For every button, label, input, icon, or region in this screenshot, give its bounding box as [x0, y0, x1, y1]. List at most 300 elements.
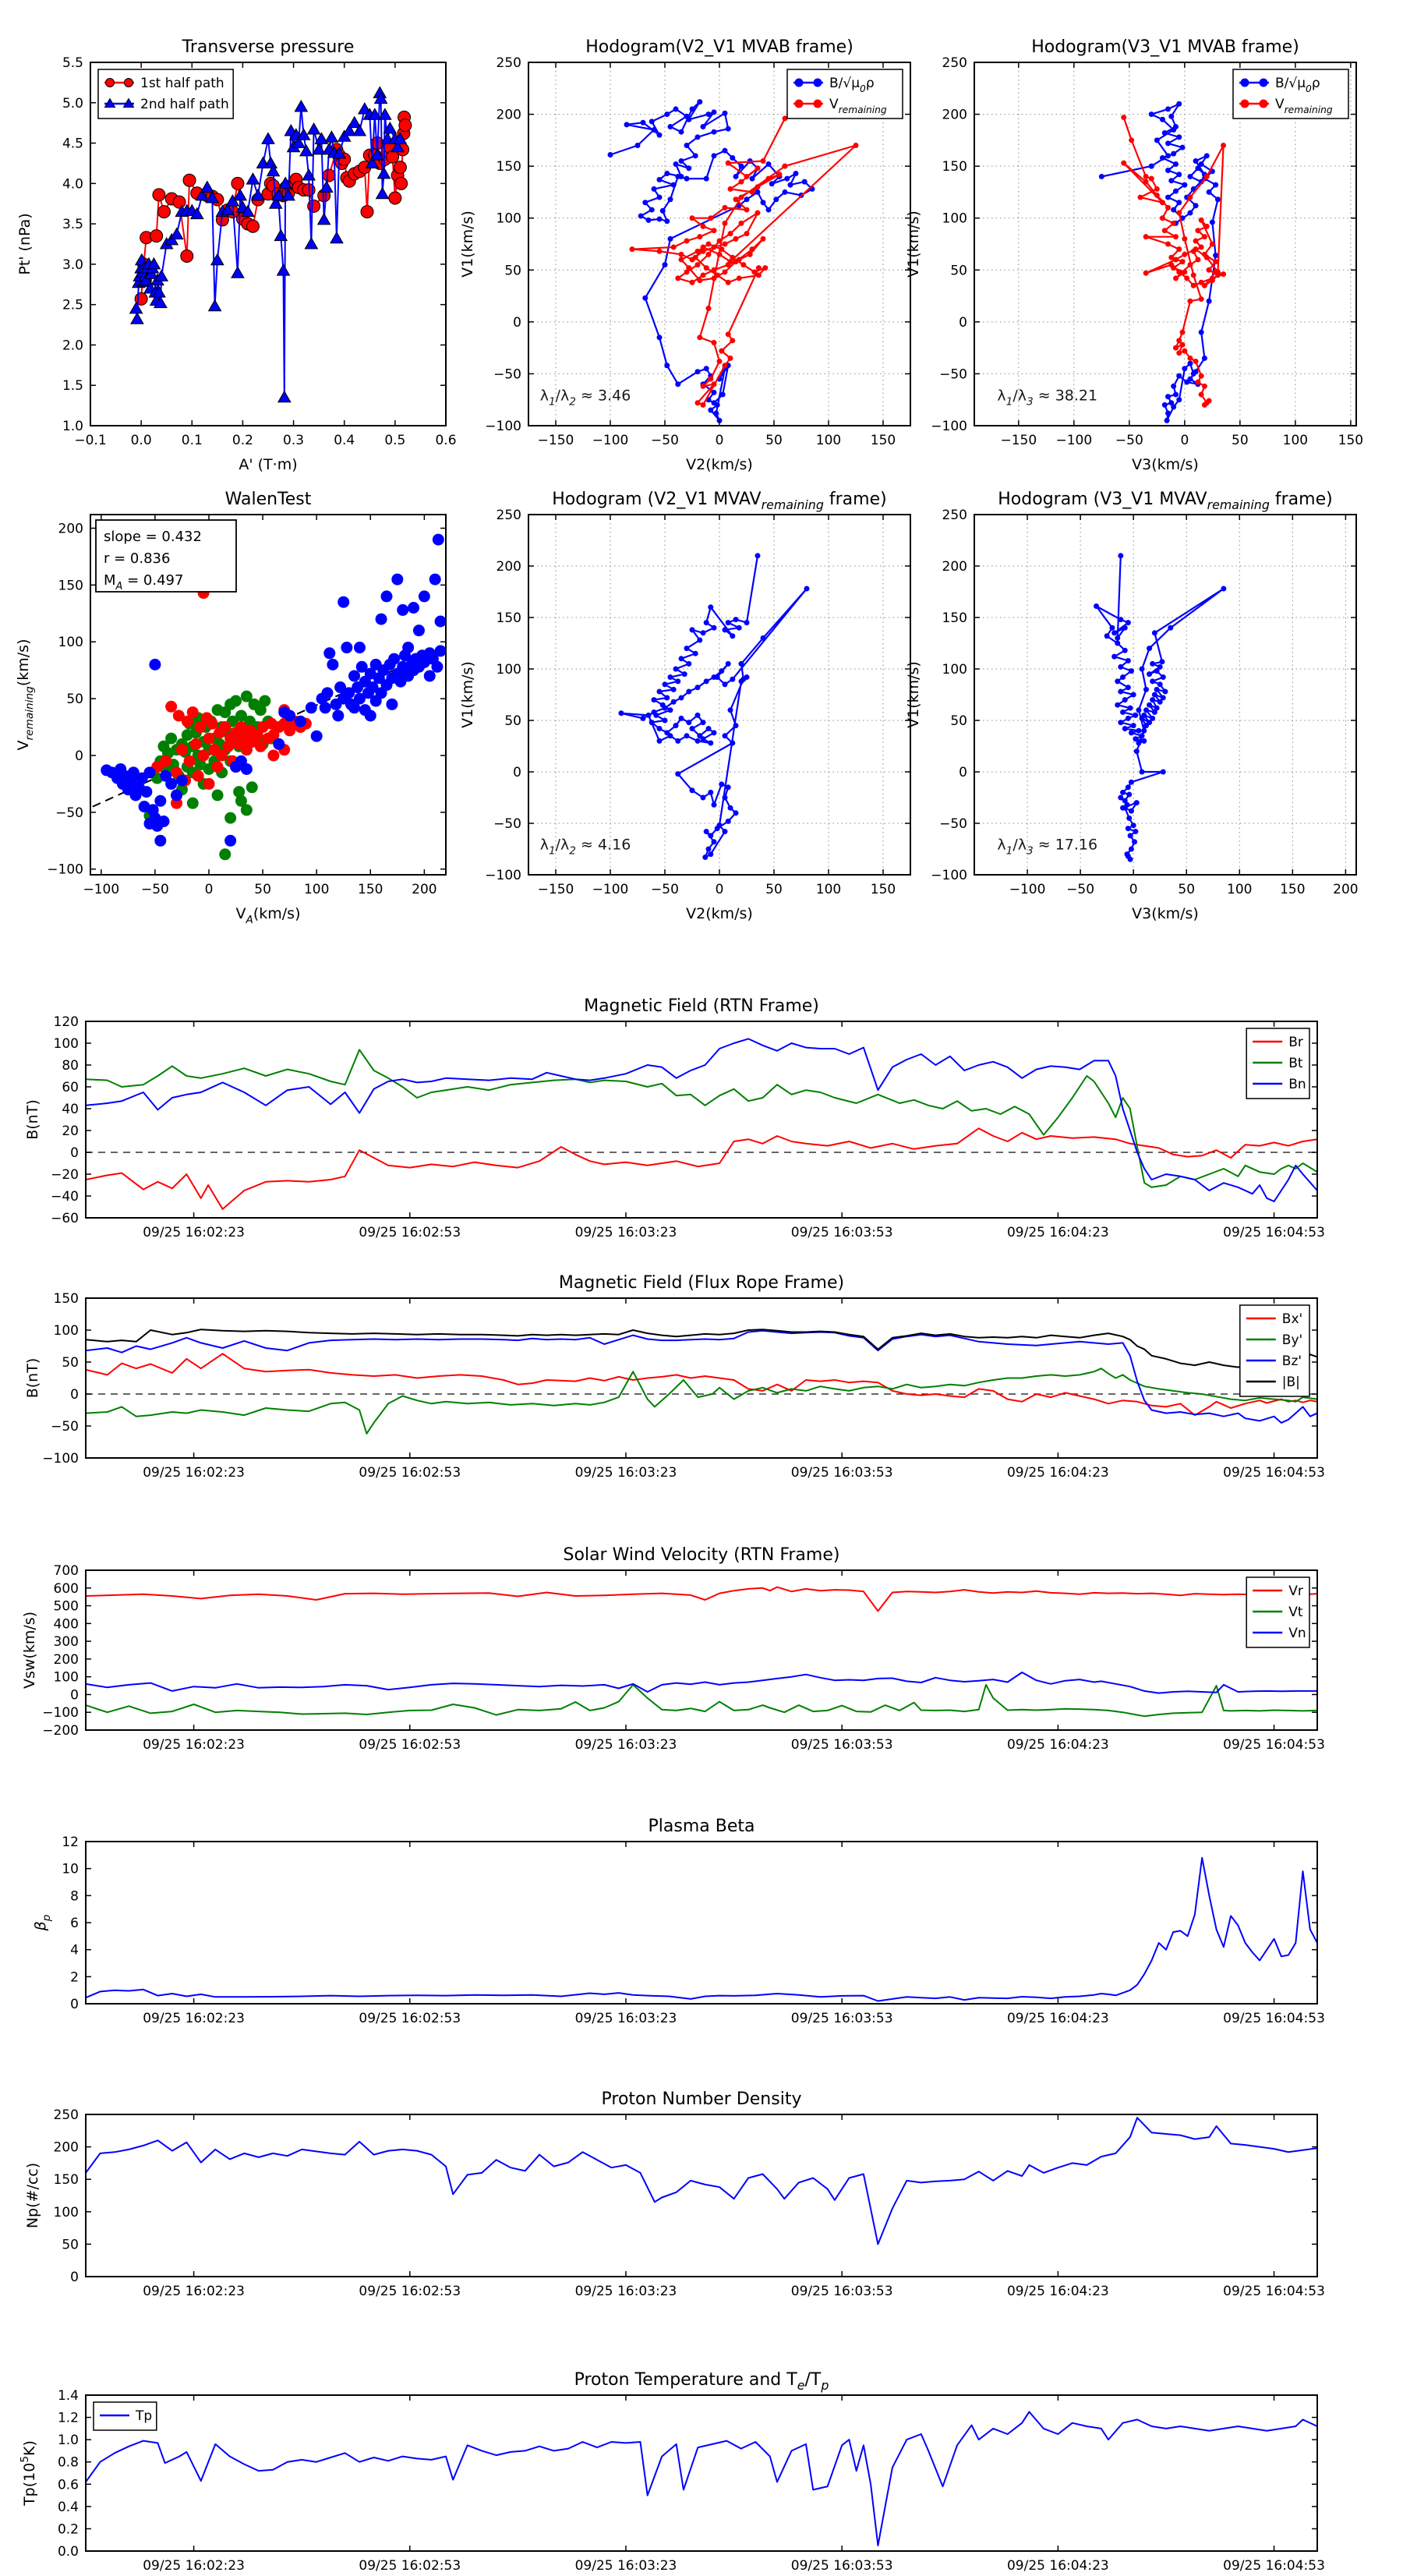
point-marker [755, 211, 761, 216]
point-marker [1193, 158, 1199, 164]
point-marker [733, 174, 739, 179]
point-marker [1182, 269, 1187, 274]
axis-ticks [931, 508, 1358, 897]
point-marker [1164, 418, 1170, 423]
circle-marker [231, 177, 244, 189]
point-marker [693, 153, 698, 158]
legend-label: Br [1288, 1035, 1303, 1050]
point-marker [712, 129, 717, 135]
annotation: $\lambda_1/\lambda_3 \approx 38.21$ [997, 387, 1098, 409]
point-marker [853, 143, 859, 148]
point-marker [686, 265, 691, 271]
point-marker [322, 687, 334, 699]
point-marker [756, 265, 762, 271]
y-tick-label: 2.5 [62, 297, 83, 313]
point-marker [1204, 153, 1210, 158]
point-marker [1126, 784, 1131, 790]
point-marker [165, 778, 177, 790]
point-marker [1204, 224, 1210, 229]
y-tick-label: 700 [53, 1563, 79, 1579]
point-marker [1199, 218, 1204, 223]
x-tick-label: 09/25 16:03:23 [574, 1465, 677, 1481]
point-marker [327, 659, 338, 671]
legend-label: Tp [136, 2408, 153, 2424]
point-marker [675, 771, 680, 777]
point-marker [719, 668, 724, 674]
y-tick-label: −50 [493, 366, 521, 383]
point-marker [717, 239, 723, 244]
point-marker [1162, 402, 1168, 408]
x-tick-label: 0 [715, 882, 724, 897]
point-marker [1180, 342, 1186, 348]
point-marker [723, 829, 728, 834]
point-marker [429, 574, 441, 586]
y-tick-label: −50 [939, 366, 967, 383]
point-marker [1199, 330, 1204, 335]
point-marker [728, 186, 733, 192]
point-marker [1111, 654, 1117, 660]
point-marker [1213, 253, 1218, 258]
point-marker [695, 685, 701, 690]
point-marker [1173, 345, 1179, 351]
point-marker [1118, 553, 1123, 558]
point-marker [1099, 174, 1104, 179]
point-marker [715, 272, 720, 278]
x-tick-label: 09/25 16:02:53 [359, 1465, 461, 1481]
point-marker [744, 231, 750, 236]
legend [1240, 1305, 1309, 1396]
y-tick-label: 0.6 [57, 2477, 79, 2493]
panel-magnetic-field-rtn [24, 996, 1325, 1240]
circle-marker [361, 206, 373, 218]
point-marker [728, 231, 733, 236]
point-marker [1165, 140, 1171, 146]
point-marker [712, 244, 717, 249]
point-marker [712, 625, 717, 631]
circle-marker [395, 177, 408, 189]
point-marker [712, 228, 717, 233]
point-marker [1118, 617, 1123, 622]
triangle-marker [325, 131, 337, 142]
point-marker [723, 627, 728, 632]
point-marker [1115, 678, 1120, 684]
point-marker [1157, 681, 1163, 687]
point-marker [386, 699, 398, 710]
point-marker [1173, 189, 1179, 194]
point-marker [715, 674, 720, 680]
point-marker [311, 731, 323, 742]
point-marker [1140, 667, 1145, 672]
point-marker [668, 733, 673, 738]
point-marker [203, 778, 215, 790]
point-marker [671, 244, 677, 249]
point-marker [795, 79, 804, 87]
point-marker [212, 789, 224, 801]
y-tick-label: 200 [496, 559, 521, 575]
point-marker [657, 689, 663, 695]
point-marker [739, 661, 744, 667]
point-marker [795, 100, 804, 108]
point-marker [723, 111, 728, 116]
point-marker [708, 377, 713, 382]
point-marker [171, 789, 182, 801]
series-v-remaining [1121, 115, 1226, 408]
point-marker [1165, 411, 1171, 416]
point-marker [1165, 168, 1171, 173]
point-marker [1154, 706, 1160, 711]
legend-label: Vt [1288, 1605, 1303, 1620]
point-marker [673, 723, 679, 728]
triangle-marker [318, 214, 330, 225]
point-marker [690, 787, 695, 793]
panel-title: Transverse pressure [182, 37, 355, 57]
point-marker [1173, 275, 1179, 281]
y-tick-label: 0 [959, 765, 967, 780]
point-marker [657, 133, 663, 138]
legend-label: Vr [1288, 1583, 1303, 1599]
legend-label: Bz' [1281, 1353, 1302, 1369]
stats-line: $M_A = 0.497$ [104, 572, 184, 593]
point-marker [769, 181, 775, 186]
point-marker [673, 161, 679, 167]
axis-ticks [42, 1563, 1325, 1753]
point-marker [814, 79, 822, 87]
point-marker [675, 678, 680, 684]
x-tick-label: 150 [1280, 882, 1306, 897]
point-marker [679, 656, 684, 661]
y-axis-label: Pt' (nPa) [16, 213, 34, 275]
point-marker [730, 338, 735, 343]
y-axis-label: B(nT) [24, 1357, 41, 1399]
point-marker [140, 786, 152, 798]
y-tick-label: 200 [496, 107, 521, 123]
legend [1246, 1028, 1309, 1099]
y-tick-label: 50 [504, 713, 521, 729]
y-tick-label: 0.0 [57, 2544, 79, 2560]
point-marker [1118, 795, 1123, 801]
y-tick-label: 1.0 [62, 419, 83, 434]
point-marker [723, 242, 728, 247]
point-marker [690, 280, 695, 285]
point-marker [246, 781, 258, 793]
point-marker [708, 741, 713, 746]
point-marker [682, 671, 687, 677]
point-marker [341, 642, 352, 653]
point-marker [154, 795, 166, 807]
x-tick-label: 100 [303, 882, 330, 897]
point-marker [284, 709, 295, 721]
x-tick-label: 09/25 16:04:23 [1006, 2558, 1109, 2573]
point-marker [690, 627, 695, 632]
point-marker [1176, 200, 1182, 205]
point-marker [712, 730, 717, 735]
point-marker [1143, 271, 1149, 276]
point-marker [1150, 661, 1155, 667]
stats-line: r = 0.836 [104, 550, 171, 567]
point-marker [1173, 234, 1179, 239]
point-marker [1150, 716, 1155, 721]
x-tick-label: 09/25 16:04:53 [1223, 1225, 1325, 1240]
panel-magnetic-field-fluxrope [24, 1273, 1325, 1481]
point-marker [207, 718, 218, 730]
legend-label: 2nd half path [140, 97, 229, 112]
point-marker [1149, 111, 1154, 117]
triangle-marker [209, 300, 221, 311]
point-marker [702, 855, 708, 860]
point-marker [733, 617, 739, 622]
circle-marker [153, 189, 165, 201]
y-tick-label: 250 [942, 508, 967, 523]
annotation: $\lambda_1/\lambda_2 \approx 3.46$ [539, 387, 631, 409]
point-marker [224, 812, 236, 824]
point-marker [1202, 356, 1207, 361]
point-marker [1207, 299, 1212, 304]
x-tick-label: 09/25 16:04:23 [1006, 1225, 1109, 1240]
y-tick-label: 1.2 [57, 2410, 79, 2426]
x-tick-label: 0 [1129, 882, 1138, 897]
point-marker [712, 390, 717, 395]
y-tick-label: 100 [53, 1036, 79, 1052]
point-marker [773, 196, 779, 202]
point-marker [701, 402, 706, 408]
point-marker [1193, 203, 1199, 208]
point-marker [690, 106, 695, 111]
point-marker [1176, 373, 1182, 379]
y-tick-label: 100 [53, 1323, 79, 1339]
y-axis-label: Np(#/cc) [24, 2162, 41, 2229]
x-tick-label: −100 [592, 433, 629, 448]
point-marker [365, 709, 376, 721]
point-marker [184, 755, 196, 767]
x-tick-label: 100 [815, 882, 842, 897]
point-marker [1109, 625, 1115, 631]
point-marker [1122, 697, 1128, 702]
point-marker [708, 851, 713, 857]
y-axis-label: $Tp(10^5K)$ [19, 2440, 38, 2506]
point-marker [737, 625, 742, 631]
point-marker [704, 829, 709, 834]
point-marker [755, 184, 761, 189]
point-marker [675, 738, 680, 744]
y-tick-label: 4 [70, 1942, 79, 1959]
point-marker [804, 586, 810, 592]
point-marker [1162, 228, 1168, 233]
point-marker [608, 152, 613, 157]
point-marker [198, 749, 210, 761]
point-marker [701, 736, 706, 741]
point-marker [712, 109, 717, 115]
point-marker [1210, 275, 1215, 281]
y-tick-label: 200 [58, 521, 83, 537]
point-marker [165, 733, 177, 745]
point-marker [1115, 635, 1120, 641]
panel-walen-test [15, 490, 447, 926]
point-marker [695, 738, 701, 744]
legend [787, 69, 903, 119]
point-marker [660, 208, 666, 214]
y-tick-label: 100 [58, 635, 83, 651]
stats-box [96, 520, 236, 593]
point-marker [671, 699, 677, 705]
y-tick-label: 250 [496, 508, 521, 523]
point-marker [712, 839, 717, 844]
point-marker [784, 176, 790, 182]
point-marker [1168, 262, 1174, 267]
point-marker [701, 795, 706, 801]
x-tick-label: 0.3 [283, 433, 305, 448]
point-marker [1213, 259, 1218, 264]
x-tick-label: 09/25 16:03:53 [790, 2011, 893, 2026]
point-marker [723, 221, 728, 226]
x-tick-label: 100 [815, 433, 842, 448]
point-marker [663, 262, 668, 267]
point-marker [1221, 586, 1226, 592]
point-marker [690, 215, 695, 221]
panel-proton-number-density [24, 2089, 1325, 2299]
triangle-marker [246, 173, 259, 184]
series-group [1094, 553, 1226, 862]
point-marker [1143, 707, 1149, 713]
x-tick-label: 09/25 16:04:23 [1006, 2011, 1109, 2026]
point-marker [708, 790, 713, 795]
point-marker [241, 804, 253, 816]
point-marker [1136, 728, 1141, 734]
point-marker [1129, 847, 1134, 852]
circle-marker [394, 161, 406, 174]
point-marker [657, 738, 663, 744]
panel-transverse-pressure [16, 37, 457, 473]
point-marker [730, 677, 735, 682]
point-marker [686, 165, 691, 171]
circle-marker [389, 192, 401, 204]
point-marker [1131, 823, 1136, 828]
point-marker [1173, 124, 1179, 129]
x-tick-label: −150 [537, 433, 574, 448]
y-tick-label: −100 [485, 419, 521, 434]
point-marker [295, 716, 306, 727]
point-marker [740, 262, 746, 267]
point-marker [1199, 244, 1204, 249]
point-marker [1182, 182, 1187, 188]
point-marker [679, 129, 684, 135]
point-marker [1143, 687, 1149, 692]
y-tick-label: 150 [942, 610, 967, 626]
y-tick-label: −50 [493, 816, 521, 832]
point-marker [657, 334, 663, 340]
y-tick-label: −50 [55, 805, 83, 821]
x-tick-label: 09/25 16:03:53 [790, 1465, 893, 1481]
point-marker [663, 718, 668, 724]
y-tick-label: 0 [70, 2270, 79, 2285]
point-marker [241, 763, 253, 775]
point-marker [1213, 182, 1218, 188]
point-marker [706, 242, 712, 247]
point-marker [1202, 234, 1207, 239]
x-tick-label: 09/25 16:02:23 [143, 1465, 245, 1481]
point-marker [1140, 770, 1145, 775]
x-tick-label: 0.0 [130, 433, 152, 448]
point-marker [657, 217, 663, 222]
point-marker [704, 265, 709, 271]
point-marker [1184, 380, 1189, 385]
point-marker [1182, 349, 1187, 354]
legend [94, 2402, 157, 2430]
point-marker [737, 275, 742, 281]
point-marker [717, 359, 723, 364]
series-group [619, 553, 810, 860]
point-marker [708, 215, 713, 221]
panel-plasma-beta [32, 1817, 1325, 2026]
x-tick-label: −100 [1055, 433, 1093, 448]
x-tick-label: 09/25 16:02:23 [143, 1737, 245, 1753]
point-marker [697, 278, 702, 283]
circle-marker [399, 119, 412, 132]
y-tick-label: −60 [51, 1211, 79, 1226]
point-marker [187, 706, 199, 718]
point-marker [1210, 220, 1215, 225]
x-tick-label: 09/25 16:03:23 [574, 2284, 677, 2299]
point-marker [1129, 137, 1134, 143]
y-tick-label: 3.0 [62, 257, 83, 273]
point-marker [726, 784, 731, 790]
point-marker [630, 246, 635, 252]
point-marker [675, 275, 680, 281]
point-marker [348, 670, 360, 681]
x-tick-label: 09/25 16:03:53 [790, 2558, 893, 2573]
y-tick-label: 1.4 [57, 2388, 79, 2404]
point-marker [1171, 151, 1176, 157]
y-tick-label: 5.5 [62, 55, 83, 71]
point-marker [668, 674, 673, 680]
x-tick-label: −50 [140, 882, 169, 897]
y-tick-label: −100 [931, 868, 967, 883]
y-tick-label: 80 [62, 1058, 79, 1074]
x-tick-label: 09/25 16:02:23 [143, 2284, 245, 2299]
triangle-marker [277, 264, 290, 275]
point-marker [686, 720, 691, 725]
x-tick-label: −100 [83, 882, 120, 897]
point-marker [697, 638, 702, 643]
panel-title: Hodogram(V3_V1 MVAB frame) [1031, 37, 1299, 57]
x-tick-label: 09/25 16:03:53 [790, 1737, 893, 1753]
point-marker [657, 177, 663, 182]
point-marker [679, 158, 684, 164]
point-marker [712, 267, 717, 273]
point-marker [652, 709, 657, 715]
annotation: $\lambda_1/\lambda_2 \approx 4.16$ [539, 836, 631, 858]
y-tick-label: 150 [942, 159, 967, 175]
point-marker [652, 186, 657, 192]
point-marker [675, 174, 680, 179]
y-tick-label: 100 [942, 211, 967, 227]
point-marker [419, 590, 430, 602]
y-tick-label: 10 [62, 1861, 79, 1877]
point-marker [728, 707, 733, 713]
point-marker [744, 620, 750, 625]
point-marker [1160, 200, 1165, 205]
point-marker [273, 738, 284, 750]
point-marker [1165, 153, 1171, 158]
point-marker [1131, 692, 1136, 698]
x-tick-label: 09/25 16:02:23 [143, 1225, 245, 1240]
triangle-marker [131, 313, 143, 324]
circle-marker [150, 230, 163, 242]
point-marker [719, 349, 724, 354]
legend [98, 69, 233, 119]
point-marker [1150, 678, 1155, 684]
x-tick-label: 09/25 16:03:53 [790, 1225, 893, 1240]
point-marker [1204, 255, 1210, 260]
